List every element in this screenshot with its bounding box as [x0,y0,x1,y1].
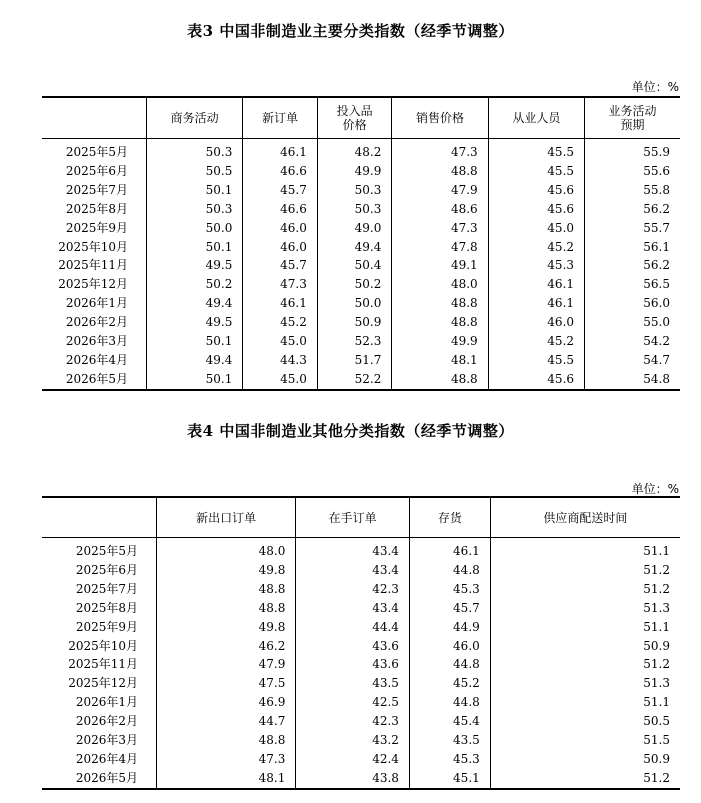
table3-row-month: 2025年6月 [65,163,128,178]
table3-cell: 46.1 [243,294,318,313]
table3-row [42,351,680,370]
table4-cell: 42.4 [296,750,410,769]
table4-header-corner [42,497,157,538]
table3-cell: 55.7 [585,219,680,238]
table3-column-header: 商务活动 [147,97,243,139]
table4-cell: 48.1 [157,769,296,789]
table4-row [42,637,680,656]
table3-row [42,332,680,351]
table4-cell: 42.5 [296,693,410,712]
table4-row-month: 2026年3月 [75,733,138,748]
table4-column-header: 新出口订单 [157,497,296,538]
table3-cell: 45.2 [488,238,584,257]
table3-row-month: 2025年7月 [65,182,128,197]
table3-cell: 45.0 [243,332,318,351]
table3-cell: 49.5 [147,313,243,332]
table3-cell: 56.5 [585,275,680,294]
table4-row [42,712,680,731]
table3-column-header: 业务活动 预期 [585,97,680,139]
table4-column-header: 在手订单 [296,497,410,538]
table3-row-month: 2025年9月 [65,220,128,235]
table3-row [42,200,680,219]
table3-row [42,238,680,257]
table3-cell: 56.2 [585,200,680,219]
table4 [42,496,680,790]
table3-cell: 50.9 [317,313,392,332]
table4-cell: 47.5 [157,674,296,693]
table3-cell: 55.0 [585,313,680,332]
table4-cell: 51.2 [490,655,680,674]
table3-cell: 55.8 [585,181,680,200]
table3-cell: 50.1 [147,332,243,351]
table4-cell: 51.3 [490,674,680,693]
table4-cell: 51.1 [490,693,680,712]
table3-cell: 45.3 [488,256,584,275]
table4-cell: 51.1 [490,538,680,561]
table4-cell: 43.5 [296,674,410,693]
table3-cell: 45.6 [488,181,584,200]
table3-row-month: 2025年12月 [58,277,128,292]
table3-cell: 55.9 [585,139,680,162]
table4-row [42,538,680,561]
table4-row [42,750,680,769]
table4-cell: 43.4 [296,561,410,580]
table3-column-header: 销售价格 [392,97,488,139]
table4-cell: 45.1 [409,769,490,789]
table3-cell: 45.6 [488,370,584,390]
table4-cell: 43.6 [296,637,410,656]
table3-cell: 50.3 [317,181,392,200]
table3-cell: 50.2 [317,275,392,294]
table4-body [42,538,680,789]
table4-row [42,655,680,674]
table4-row-month: 2025年5月 [75,544,138,558]
table4-cell: 46.1 [409,538,490,561]
table3-cell: 50.0 [317,294,392,313]
table4-cell: 46.9 [157,693,296,712]
table4-cell: 48.8 [157,580,296,599]
table3-cell: 48.1 [392,351,488,370]
table3-cell: 50.3 [147,139,243,162]
table3 [42,96,680,391]
table3-cell: 50.4 [317,256,392,275]
table4-row-month: 2025年6月 [75,562,138,577]
table4-column-header: 供应商配送时间 [490,497,680,538]
table3-title: 表3 中国非制造业主要分类指数（经季节调整） [187,22,514,40]
table3-cell: 45.7 [243,181,318,200]
table3-header-row [42,97,680,139]
table3-cell: 49.9 [317,162,392,181]
table4-row [42,599,680,618]
table3-cell: 49.4 [317,238,392,257]
table3-cell: 48.8 [392,162,488,181]
table4-cell: 46.0 [409,637,490,656]
table3-cell: 50.2 [147,275,243,294]
table3-row [42,139,680,162]
table4-row [42,580,680,599]
table4-cell: 51.2 [490,769,680,789]
table3-cell: 50.1 [147,181,243,200]
table3-cell: 50.3 [317,200,392,219]
table3-row-month: 2026年2月 [65,315,128,330]
table3-cell: 54.8 [585,370,680,390]
table4-cell: 51.1 [490,618,680,637]
table4-cell: 51.2 [490,580,680,599]
table4-cell: 43.2 [296,731,410,750]
table4-cell: 51.2 [490,561,680,580]
table4-row-month: 2025年9月 [75,619,138,634]
table3-column-header: 新订单 [243,97,318,139]
table3-cell: 50.5 [147,162,243,181]
table3-cell: 46.1 [243,139,318,162]
table3-cell: 48.8 [392,370,488,390]
table4-row [42,618,680,637]
table3-cell: 47.8 [392,238,488,257]
table4-column-header: 存货 [409,497,490,538]
table3-cell: 46.1 [488,294,584,313]
table4-cell: 44.9 [409,618,490,637]
table3-row [42,162,680,181]
table4-row [42,731,680,750]
table3-cell: 47.3 [243,275,318,294]
table3-cell: 49.1 [392,256,488,275]
table4-cell: 43.8 [296,769,410,789]
table3-cell: 51.7 [317,351,392,370]
table3-cell: 52.2 [317,370,392,390]
table3-cell: 50.1 [147,238,243,257]
table3-cell: 45.5 [488,139,584,162]
table3-column-header: 投入品 价格 [317,97,392,139]
table3-body [42,139,680,390]
table3-row [42,294,680,313]
table3-cell: 48.2 [317,139,392,162]
table3-cell: 49.4 [147,294,243,313]
table4-row [42,561,680,580]
table4-cell: 48.8 [157,599,296,618]
table4-row-month: 2025年7月 [75,581,138,596]
table3-cell: 45.5 [488,351,584,370]
table3-row-month: 2026年4月 [65,352,128,367]
table3-cell: 46.0 [488,313,584,332]
table4-cell: 48.8 [157,731,296,750]
table4-cell: 42.3 [296,712,410,731]
table4-cell: 45.4 [409,712,490,731]
table4-row-month: 2026年2月 [75,714,138,729]
table4-cell: 44.7 [157,712,296,731]
table3-row-month: 2025年8月 [65,201,128,216]
table4-cell: 47.3 [157,750,296,769]
table3-row [42,313,680,332]
table4-title: 表4 中国非制造业其他分类指数（经季节调整） [187,422,514,440]
table3-cell: 54.2 [585,332,680,351]
table4-row [42,674,680,693]
table4-row-month: 2026年4月 [75,751,138,766]
table3-row [42,219,680,238]
table3-row [42,181,680,200]
table4-cell: 43.4 [296,599,410,618]
table4-cell: 43.6 [296,655,410,674]
table4-cell: 44.4 [296,618,410,637]
table4-cell: 45.3 [409,580,490,599]
table4-cell: 42.3 [296,580,410,599]
table3-row-month: 2026年3月 [65,334,128,349]
table4-cell: 45.3 [409,750,490,769]
table3-cell: 56.1 [585,238,680,257]
table3-row [42,256,680,275]
table4-cell: 49.8 [157,561,296,580]
table3-cell: 45.2 [488,332,584,351]
table3-row-month: 2025年5月 [65,145,128,159]
table3-cell: 45.7 [243,256,318,275]
table3-cell: 48.6 [392,200,488,219]
table4-row [42,769,680,789]
table3-cell: 55.6 [585,162,680,181]
table3-row-month: 2026年5月 [42,370,147,390]
table3-cell: 50.1 [147,370,243,390]
table3-cell: 48.8 [392,294,488,313]
table3-cell: 46.0 [243,238,318,257]
table3-cell: 46.6 [243,200,318,219]
table4-cell: 44.8 [409,693,490,712]
table4-cell: 43.5 [409,731,490,750]
table4-cell: 47.9 [157,655,296,674]
table3-cell: 49.9 [392,332,488,351]
table4-unit: 单位：% [631,482,679,496]
table4-cell: 44.8 [409,655,490,674]
table4-row-month: 2026年5月 [42,769,157,789]
table3-row-month: 2026年1月 [65,296,128,311]
table4-cell: 49.8 [157,618,296,637]
table3-cell: 44.3 [243,351,318,370]
table4-cell: 51.3 [490,599,680,618]
table3-cell: 48.0 [392,275,488,294]
table3-cell: 45.6 [488,200,584,219]
table3-cell: 49.5 [147,256,243,275]
table3-row [42,275,680,294]
table4-cell: 43.4 [296,538,410,561]
table3-cell: 48.8 [392,313,488,332]
table3-cell: 47.3 [392,139,488,162]
table4-cell: 51.5 [490,731,680,750]
table4-row-month: 2025年10月 [68,638,138,653]
table4-cell: 45.2 [409,674,490,693]
table3-cell: 45.5 [488,162,584,181]
table4-row-month: 2026年1月 [75,695,138,710]
table3-cell: 56.0 [585,294,680,313]
table3-cell: 45.0 [488,219,584,238]
table3-cell: 46.1 [488,275,584,294]
table3-column-header: 从业人员 [488,97,584,139]
table3-cell: 50.0 [147,219,243,238]
table3-cell: 52.3 [317,332,392,351]
table4-cell: 45.7 [409,599,490,618]
table3-header-corner [42,97,147,139]
table4-row-month: 2025年8月 [75,600,138,615]
table3-row-month: 2025年10月 [58,239,128,254]
table3-unit: 单位：% [631,80,679,94]
table4-cell: 50.9 [490,637,680,656]
table3-cell: 49.0 [317,219,392,238]
table3-cell: 47.3 [392,219,488,238]
table3-row-month: 2025年11月 [58,258,128,273]
table3-row [42,370,680,390]
table4-row-month: 2025年11月 [68,657,138,672]
table4-cell: 46.2 [157,637,296,656]
table3-cell: 50.3 [147,200,243,219]
table3-cell: 46.0 [243,219,318,238]
table4-cell: 50.5 [490,712,680,731]
table4-row-month: 2025年12月 [68,676,138,691]
table3-cell: 56.2 [585,256,680,275]
table3-cell: 45.0 [243,370,318,390]
table4-cell: 44.8 [409,561,490,580]
table3-cell: 49.4 [147,351,243,370]
table3-cell: 47.9 [392,181,488,200]
table3-cell: 45.2 [243,313,318,332]
table4-cell: 50.9 [490,750,680,769]
table4-row [42,693,680,712]
table4-cell: 48.0 [157,538,296,561]
table3-cell: 46.6 [243,162,318,181]
table3-cell: 54.7 [585,351,680,370]
table4-header-row [42,497,680,538]
